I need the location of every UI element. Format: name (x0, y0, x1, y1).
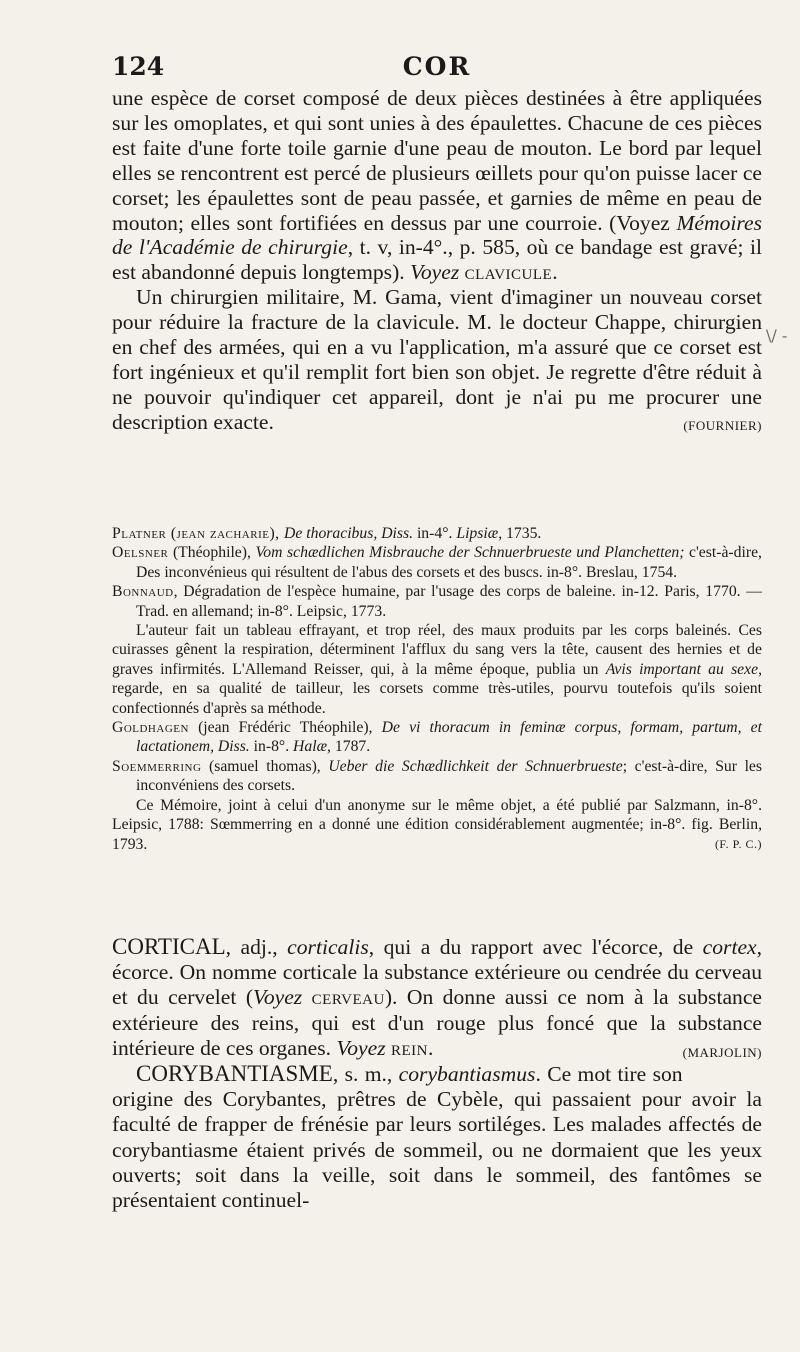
corset-paragraph-1: une espèce de corset composé de deux pièces destinées à être appliquées sur les omoplates, et qui sont unies à des épaulettes. Chacune de ces pièces est faite d'une forte toile garnie d'une peau de mouton. Le bord par lequel elles se rencontrent est percé de plusieurs œillets pour qu'on puisse lacer ce corset; les épaulettes sont de peau passée, et garnies de même en peau de mouton; elles sont fortifiées en dessus par une courroie. (Voyez Mémoires de l'Académie de chirurgie, t. v, in-4°., p. 585, où ce bandage est gravé; il est abandonné depuis longtemps). Voyez clavicule. (112, 86, 762, 285)
cortical-signature: (MARJOLIN) (682, 1044, 762, 1060)
bib-entry-soemmerring: Soemmerring (samuel thomas), Ueber die Schædlichkeit der Schnuerbrueste; c'est-à-dire, Sur les inconvéniens des corsets. (112, 757, 763, 795)
bibliography (112, 524, 762, 854)
running-head: COR (402, 52, 472, 81)
page-number: 124 (112, 52, 165, 81)
entry-cortical: CORTICAL, adj., corticalis, qui a du rapport avec l'écorce, de cortex, écorce. On nomme corticale la substance extérieure ou cendrée du cerveau et du cervelet (Voyez cerveau). On donne aussi ce nom à la substance extérieure des reins, qui est d'un rouge plus foncé que la substance intérieure de ces organes. Voyez rein. (MARJOLIN) (112, 934, 762, 1061)
headword-corybantiasme: CORYBANTIASME (136, 1061, 333, 1087)
corset-entry-continued (112, 86, 762, 439)
bib-entry-platner: Platner (jean zacharie), De thoracibus, Diss. in-4°. Lipsiæ, 1735. (112, 525, 542, 542)
bib-note-soemmerring: Ce Mémoire, joint à celui d'un anonyme sur le même objet, a été publié par Salzmann, in-8°. Leipsic, 1788: Sœmmerring en a donné une édition considérablement augmentée; in-8°. fig. Berlin, 1793. (F. P. C.) (112, 796, 762, 853)
entry-corybantiasme: CORYBANTIASME, s. m., corybantiasmus. Ce mot tire son origine des Corybantes, prêtres de Cybèle, qui passaient pour avoir la faculté de frapper de frénésie par leurs sortiléges. Les malades affectés de corybantiasme étaient privés de sommeil, ou ne dormaient que les yeux ouverts; soit dans la veille, soit dans le sommeil, des fantômes se présentaient continuel- (112, 1061, 762, 1213)
page-header (112, 52, 762, 84)
bib-entry-goldhagen: Goldhagen (jean Frédéric Théophile), De vi thoracum in feminæ corpus, formam, partum, et lactationem, Diss. in-8°. Halæ, 1787. (112, 719, 762, 756)
bib-note-bonnaud: L'auteur fait un tableau effrayant, et trop réel, des maux produits par les corps baleinés. Ces cuirasses gênent la respiration, déterminent l'afflux du sang vers la tête, causent des hernies et de graves infirmités. L'Allemand Reisser, qui, à la même époque, publia un Avis important au sexe, regarde, en sa qualité de tailleur, les corsets comme très-utiles, pourvu toutefois qu'ils soient confectionnés d'après sa méthode. (112, 622, 762, 717)
new-entries (112, 934, 762, 1213)
corset-paragraph-2: Un chirurgien militaire, M. Gama, vient d'imaginer un nouveau corset pour réduire la fracture de la clavicule. M. le docteur Chappe, chirurgien en chef des armées, qui en a vu l'application, m'a assuré que ce corset est fort ingénieux et qu'il remplit fort bien son objet. Je regrette d'être réduit à ne pouvoir qu'indiquer cet appareil, dont je n'ai pu me procurer une description exacte. (FOURNIER) (112, 285, 762, 434)
headword-cortical: CORTICAL (112, 934, 226, 959)
bib-signature: (F. P. C.) (714, 836, 762, 851)
margin-mark: \/ - (766, 326, 788, 345)
bib-entry-bonnaud: Bonnaud, Dégradation de l'espèce humaine, par l'usage des corps de baleine. in-12. Paris, 1770. — Trad. en allemand; in-8°. Leipsic, 1773. (112, 583, 762, 620)
bib-entry-oelsner: Oelsner (Théophile), Vom schædlichen Misbrauche der Schnuerbrueste und Planchetten; c'est-à-dire, Des inconvénieus qui résultent de l'abus des corsets et des buscs. in-8°. Breslau, 1754. (112, 544, 762, 581)
author-signature: (FOURNIER) (683, 417, 762, 433)
